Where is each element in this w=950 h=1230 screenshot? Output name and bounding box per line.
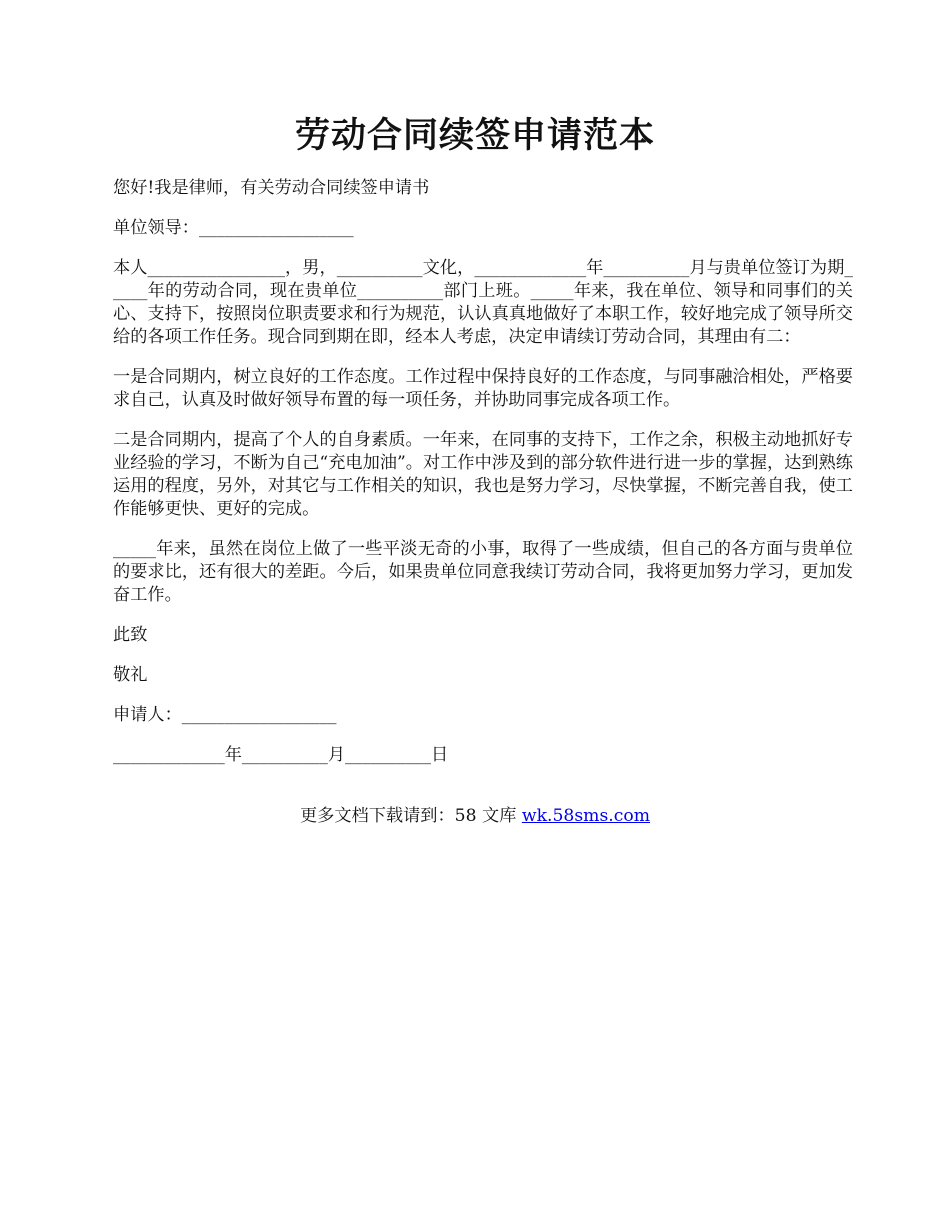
paragraph-3: 二是合同期内，提高了个人的自身素质。一年来，在同事的支持下，工作之余，积极主动地抓好专业经验的学习，不断为自己“充电加油”。对工作中涉及到的部分软件进行进一步的掌握，达到熟练运用的程度，另外，对其它与工作相关的知识，我也是努力学习，尽快掌握，不断完善自我，使工作能够更快、更好的完成。 (113, 430, 853, 519)
footer-link[interactable]: wk.58sms.com (521, 806, 650, 826)
applicant-line: 申请人：__________________ (113, 705, 337, 725)
paragraph-1: 本人________________，男，__________文化，_____________年__________月与贵单位签订为期_____年的劳动合同，现在贵单位__________部门上班。_____年来，我在单位、领导和同事们的关心、支持下，按照岗位职责要求和行为规范，认认真真地做好了本职工作，较好地完成了领导所交给的各项工作任务。现合同到期在即，经本人考虑，决定申请续订劳动合同，其理由有二： (113, 258, 853, 347)
paragraph-4: _____年来，虽然在岗位上做了一些平淡无奇的小事，取得了一些成绩，但自己的各方面与贵单位的要求比，还有很大的差距。今后，如果贵单位同意我续订劳动合同，我将更加努力学习，更加发奋工作。 (113, 539, 853, 605)
closing-line-2: 敬礼 (113, 665, 148, 685)
date-line: _____________年__________月__________日 (113, 745, 449, 765)
document-body (113, 177, 853, 784)
intro-line: 您好!我是律师，有关劳动合同续签申请书 (113, 178, 430, 198)
paragraph-2: 一是合同期内，树立良好的工作态度。工作过程中保持良好的工作态度，与同事融洽相处，严格要求自己，认真及时做好领导布置的每一项任务，并协助同事完成各项工作。 (113, 367, 853, 410)
document-title: 劳动合同续签申请范本 (294, 115, 655, 156)
salutation-line: 单位领导：__________________ (113, 218, 354, 238)
closing-line-1: 此致 (113, 625, 148, 645)
footer (0, 805, 950, 828)
footer-prefix: 更多文档下载请到：58 文库 (299, 806, 522, 826)
